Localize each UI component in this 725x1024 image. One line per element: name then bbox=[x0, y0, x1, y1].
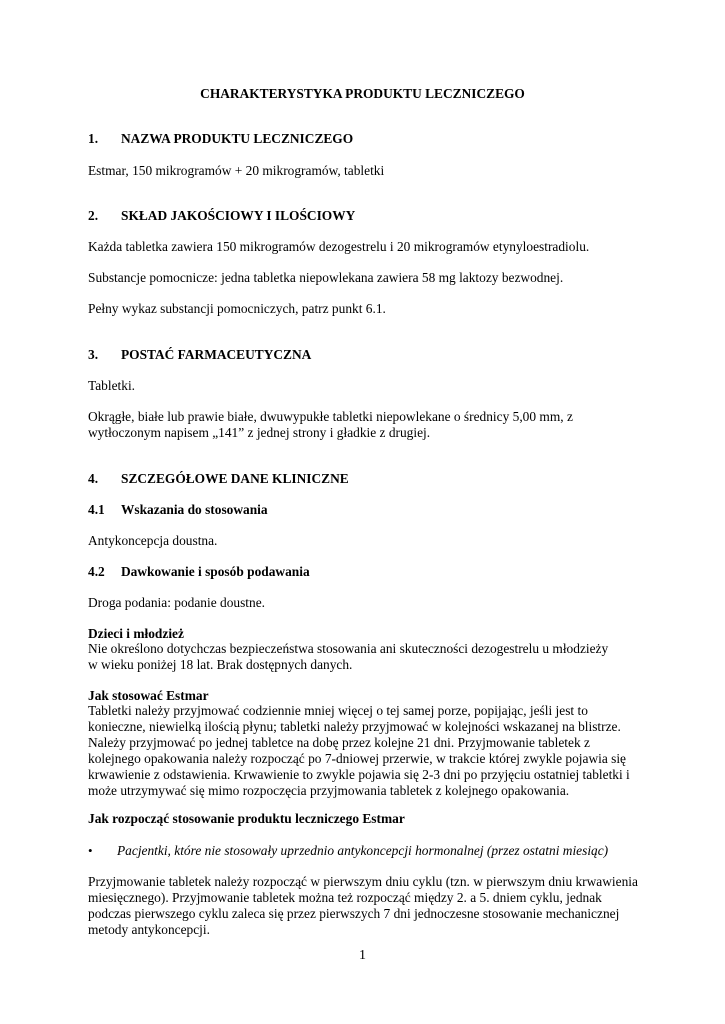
page-number: 1 bbox=[359, 948, 366, 963]
start-line-3: podczas pierwszego cyklu zaleca się przez pierwszych 7 dni jednoczesne stosowanie mechanicznej bbox=[88, 906, 620, 921]
form-description-line-2: wytłoczonym napisem „141” z jednej strony i gładkie z drugiej. bbox=[88, 425, 431, 440]
bullet-point: • bbox=[88, 843, 93, 858]
indication-text: Antykoncepcja doustna. bbox=[88, 533, 218, 548]
bullet-item-text: Pacjentki, które nie stosowały uprzednio antykoncepcji hormonalnej (przez ostatni miesiąc) bbox=[117, 843, 609, 858]
usage-line-3: Należy przyjmować po jednej tabletce na dobę przez kolejne 21 dni. Przyjmowanie tabletek z bbox=[88, 735, 590, 750]
composition-text: Każda tabletka zawiera 150 mikrogramów dezogestrelu i 20 mikrogramów etynyloestradiolu. bbox=[88, 239, 590, 254]
document-title: CHARAKTERYSTYKA PRODUKTU LECZNICZEGO bbox=[200, 86, 525, 101]
section-4-1-number: 4.1 bbox=[88, 502, 105, 517]
start-heading: Jak rozpocząć stosowanie produktu leczniczego Estmar bbox=[88, 811, 405, 826]
excipients-reference-text: Pełny wykaz substancji pomocniczych, patrz punkt 6.1. bbox=[88, 301, 386, 316]
product-name-text: Estmar, 150 mikrogramów + 20 mikrogramów, tabletki bbox=[88, 163, 385, 178]
section-3-number: 3. bbox=[88, 347, 99, 362]
section-3-heading: POSTAĆ FARMACEUTYCZNA bbox=[121, 347, 312, 362]
excipients-text: Substancje pomocnicze: jedna tabletka niepowlekana zawiera 58 mg laktozy bezwodnej. bbox=[88, 270, 564, 285]
paediatric-line-2: w wieku poniżej 18 lat. Brak dostępnych danych. bbox=[88, 657, 353, 672]
start-line-2: miesięcznego). Przyjmowanie tabletek można też rozpocząć między 2. a 5. dniem cyklu, jednak bbox=[88, 890, 602, 905]
usage-line-5: krwawienie z odstawienia. Krwawienie to zwykle pojawia się 2-3 dni po przyjęciu ostatniej tabletki i bbox=[88, 767, 630, 782]
section-4-2-heading: Dawkowanie i sposób podawania bbox=[121, 564, 310, 579]
usage-line-6: może utrzymywać się mimo rozpoczęcia przyjmowania tabletek z kolejnego opakowania. bbox=[88, 783, 570, 798]
route-text: Droga podania: podanie doustne. bbox=[88, 595, 266, 610]
paediatric-heading: Dzieci i młodzież bbox=[88, 626, 184, 641]
start-line-4: metody antykoncepcji. bbox=[88, 922, 210, 937]
usage-heading: Jak stosować Estmar bbox=[88, 688, 209, 703]
start-line-1: Przyjmowanie tabletek należy rozpocząć w pierwszym dniu cyklu (tzn. w pierwszym dniu krwawienia bbox=[88, 874, 638, 889]
form-text: Tabletki. bbox=[88, 378, 136, 393]
section-1-number: 1. bbox=[88, 131, 99, 146]
section-1-heading: NAZWA PRODUKTU LECZNICZEGO bbox=[121, 131, 354, 146]
section-4-2-number: 4.2 bbox=[88, 564, 105, 579]
section-4-1-heading: Wskazania do stosowania bbox=[121, 502, 268, 517]
usage-line-4: kolejnego opakowania należy rozpocząć po 7-dniowej przerwie, w trakcie której zwykle pojawia się bbox=[88, 751, 627, 766]
section-2-number: 2. bbox=[88, 208, 99, 223]
paediatric-line-1: Nie określono dotychczas bezpieczeństwa stosowania ani skuteczności dezogestrelu u młodzieży bbox=[88, 641, 609, 656]
section-4-heading: SZCZEGÓŁOWE DANE KLINICZNE bbox=[121, 471, 349, 486]
form-description-line-1: Okrągłe, białe lub prawie białe, dwuwypukłe tabletki niepowlekane o średnicy 5,00 mm, z bbox=[88, 409, 573, 424]
usage-line-1: Tabletki należy przyjmować codziennie mniej więcej o tej samej porze, popijając, jeśli jest to bbox=[88, 703, 588, 718]
usage-line-2: konieczne, niewielką ilością płynu; tabletki należy przyjmować w kolejności wskazanej na blistrze. bbox=[88, 719, 621, 734]
section-4-number: 4. bbox=[88, 471, 99, 486]
section-2-heading: SKŁAD JAKOŚCIOWY I ILOŚCIOWY bbox=[121, 208, 356, 223]
